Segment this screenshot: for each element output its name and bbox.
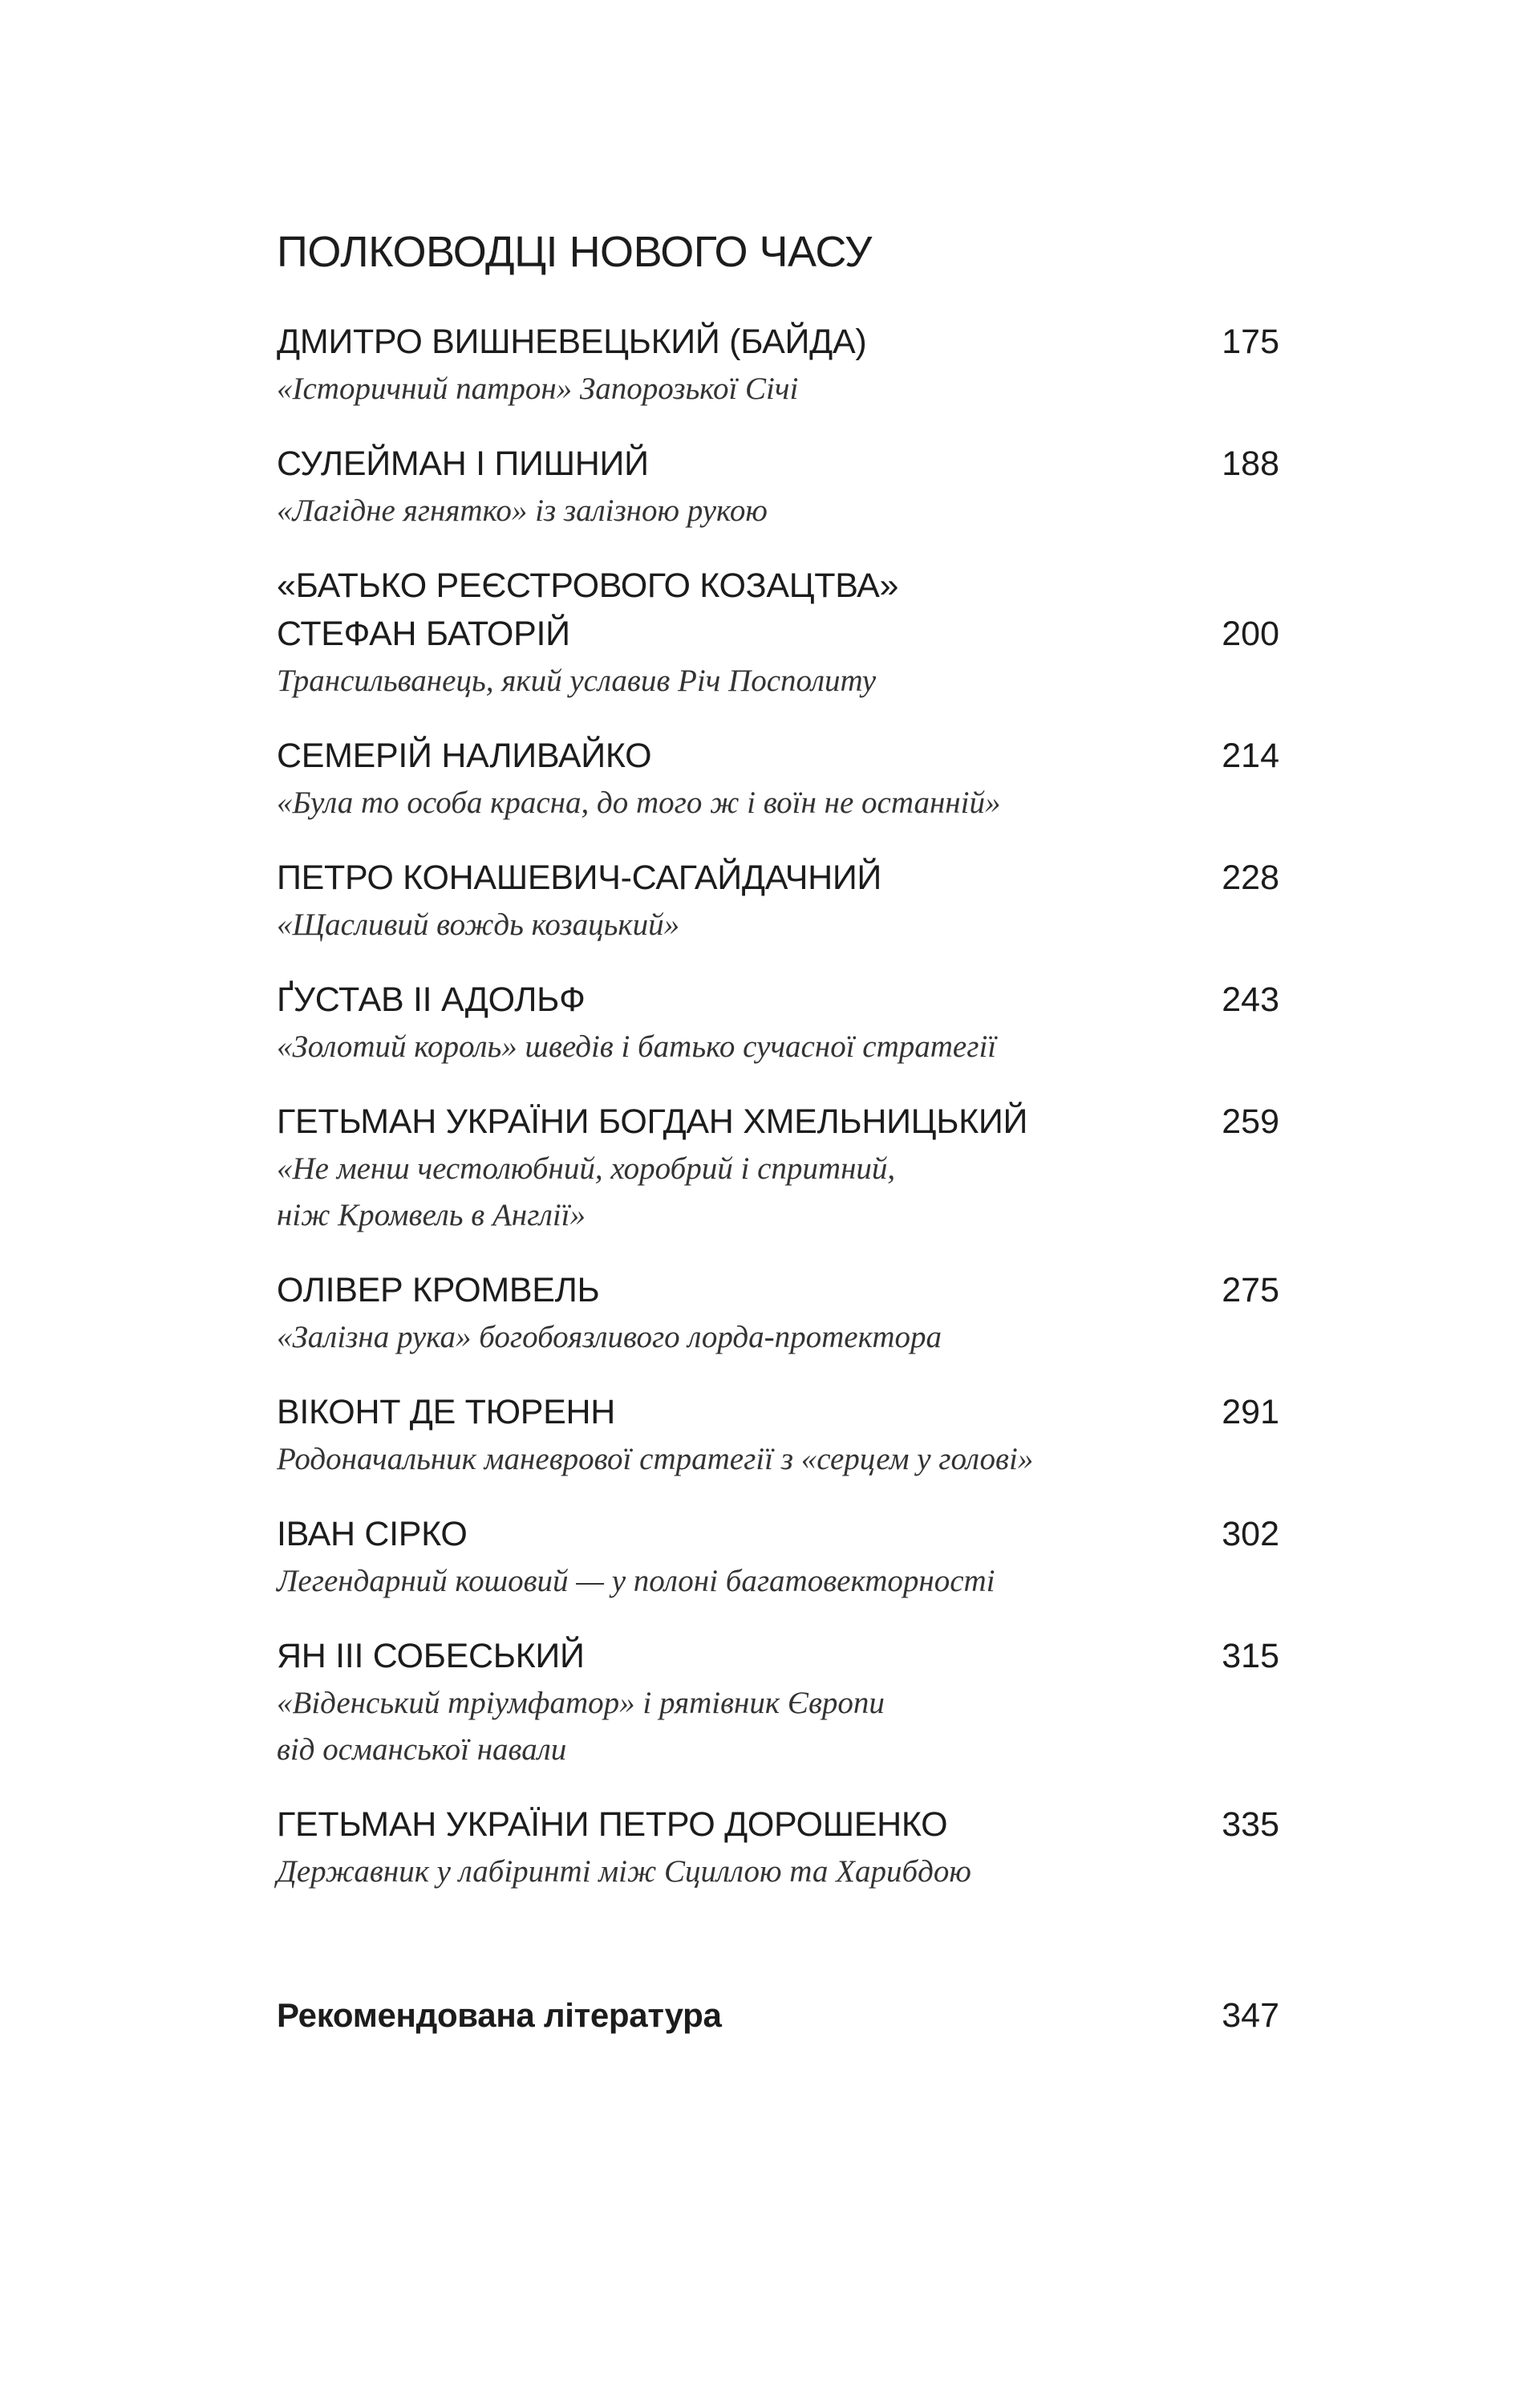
toc-entry[interactable] [277, 440, 1279, 534]
toc-entry-row [277, 440, 1279, 488]
toc-entry-title: «БАТЬКО РЕЄСТРОВОГО КОЗАЦТВА» [277, 566, 899, 605]
toc-entry-subtitle: «Щасливий вождь козацький» [277, 907, 680, 942]
toc-page-number: 335 [1222, 1805, 1279, 1844]
toc-entry-subtitle: Державник у лабіринті між Сциллою та Харибдою [277, 1854, 971, 1889]
toc-entry-subtitle: «Залізна рука» богобоязливого лорда-протектора [277, 1320, 942, 1354]
toc-entry-title: ДМИТРО ВИШНЕВЕЦЬКИЙ (БАЙДА) [277, 323, 867, 361]
toc-entry[interactable] [277, 1632, 1279, 1773]
toc-page-number: 214 [1222, 737, 1279, 775]
toc-entry-row [277, 318, 1279, 366]
toc-entry-title: СТЕФАН БАТОРІЙ [277, 615, 570, 653]
toc-entry-subtitle: «Віденський тріумфатор» і рятівник Європи [277, 1686, 885, 1720]
toc-entry-subtitle: «Золотий король» шведів і батько сучасної стратегії [277, 1029, 997, 1064]
toc-entry[interactable] [277, 854, 1279, 948]
toc-entry-title: ІВАН СІРКО [277, 1515, 468, 1553]
toc-entry-subtitle: «Історичний патрон» Запорозької Січі [277, 371, 799, 406]
toc-entry-subtitle: «Не менш честолюбний, хоробрий і спритний, [277, 1151, 896, 1186]
section-title: ПОЛКОВОДЦІ НОВОГО ЧАСУ [277, 228, 872, 276]
toc-entry-title: ЯН III СОБЕСЬКИЙ [277, 1637, 585, 1675]
toc-entry-title: ВІКОНТ ДЕ ТЮРЕНН [277, 1393, 616, 1431]
toc-entry-title: ОЛІВЕР КРОМВЕЛЬ [277, 1271, 600, 1309]
toc-entry-subtitle: Трансильванець, який уславив Річ Посполиту [277, 664, 877, 698]
toc-entry-title: СЕМЕРІЙ НАЛИВАЙКО [277, 737, 652, 775]
toc-entry-recommended-literature[interactable] [277, 1991, 1279, 2040]
toc-page-number: 315 [1222, 1637, 1279, 1675]
toc-page-number: 188 [1222, 444, 1279, 483]
toc-entry-row [277, 1991, 1279, 2040]
toc-entry-row [277, 1098, 1279, 1146]
toc-entry[interactable] [277, 562, 1279, 704]
toc-page-number: 228 [1222, 859, 1279, 897]
toc-entry-row [277, 976, 1279, 1024]
toc-entry-title: ГЕТЬМАН УКРАЇНИ ПЕТРО ДОРОШЕНКО [277, 1805, 948, 1844]
toc-entry-row [277, 854, 1279, 902]
toc-page-number: 200 [1222, 615, 1279, 653]
toc-entry-title: ПЕТРО КОНАШЕВИЧ-САГАЙДАЧНИЙ [277, 859, 882, 897]
toc-entry-subtitle: Родоначальник маневрової стратегії з «серцем у голові» [277, 1442, 1034, 1476]
toc-entry-row [277, 610, 1279, 658]
toc-entry[interactable] [277, 1510, 1279, 1605]
toc-entry-subtitle: Легендарний кошовий — у полоні багатовекторності [277, 1564, 995, 1598]
toc-entry-row [277, 1266, 1279, 1314]
toc-entry-row [277, 732, 1279, 780]
toc-entry-subtitle: від османської навали [277, 1732, 567, 1767]
toc-entry-subtitle: ніж Кромвель в Англії» [277, 1198, 586, 1232]
toc-entry-subtitle: «Була то особа красна, до того ж і воїн не останній» [277, 785, 1001, 820]
toc-entry-row [277, 1510, 1279, 1558]
toc-entry-subtitle: «Лагідне ягнятко» із залізною рукою [277, 493, 768, 528]
toc-entry-row [277, 1388, 1279, 1436]
toc-page-number: 175 [1222, 323, 1279, 361]
toc-page-number: 259 [1222, 1102, 1279, 1141]
toc-page-number: 347 [1222, 1996, 1279, 2035]
toc-entry-title: СУЛЕЙМАН І ПИШНИЙ [277, 444, 649, 483]
toc-entry[interactable] [277, 1266, 1279, 1361]
toc-page-number: 291 [1222, 1393, 1279, 1431]
toc-entry-title: ҐУСТАВ II АДОЛЬФ [277, 980, 586, 1019]
toc-page-number: 243 [1222, 980, 1279, 1019]
toc-entry[interactable] [277, 1388, 1279, 1483]
toc-entry[interactable] [277, 1098, 1279, 1239]
toc-entries [277, 318, 1279, 1895]
toc-page-number: 302 [1222, 1515, 1279, 1553]
toc-entry-title: Рекомендована література [277, 1996, 722, 2034]
toc-entry-row [277, 1800, 1279, 1849]
table-of-contents [277, 226, 1279, 2067]
toc-entry-row [277, 1632, 1279, 1680]
toc-entry[interactable] [277, 1800, 1279, 1895]
toc-entry-title: ГЕТЬМАН УКРАЇНИ БОГДАН ХМЕЛЬНИЦЬКИЙ [277, 1102, 1028, 1141]
toc-entry[interactable] [277, 976, 1279, 1070]
toc-entry[interactable] [277, 732, 1279, 826]
toc-page-number: 275 [1222, 1271, 1279, 1309]
toc-entry-row [277, 562, 1279, 610]
toc-entry[interactable] [277, 318, 1279, 412]
